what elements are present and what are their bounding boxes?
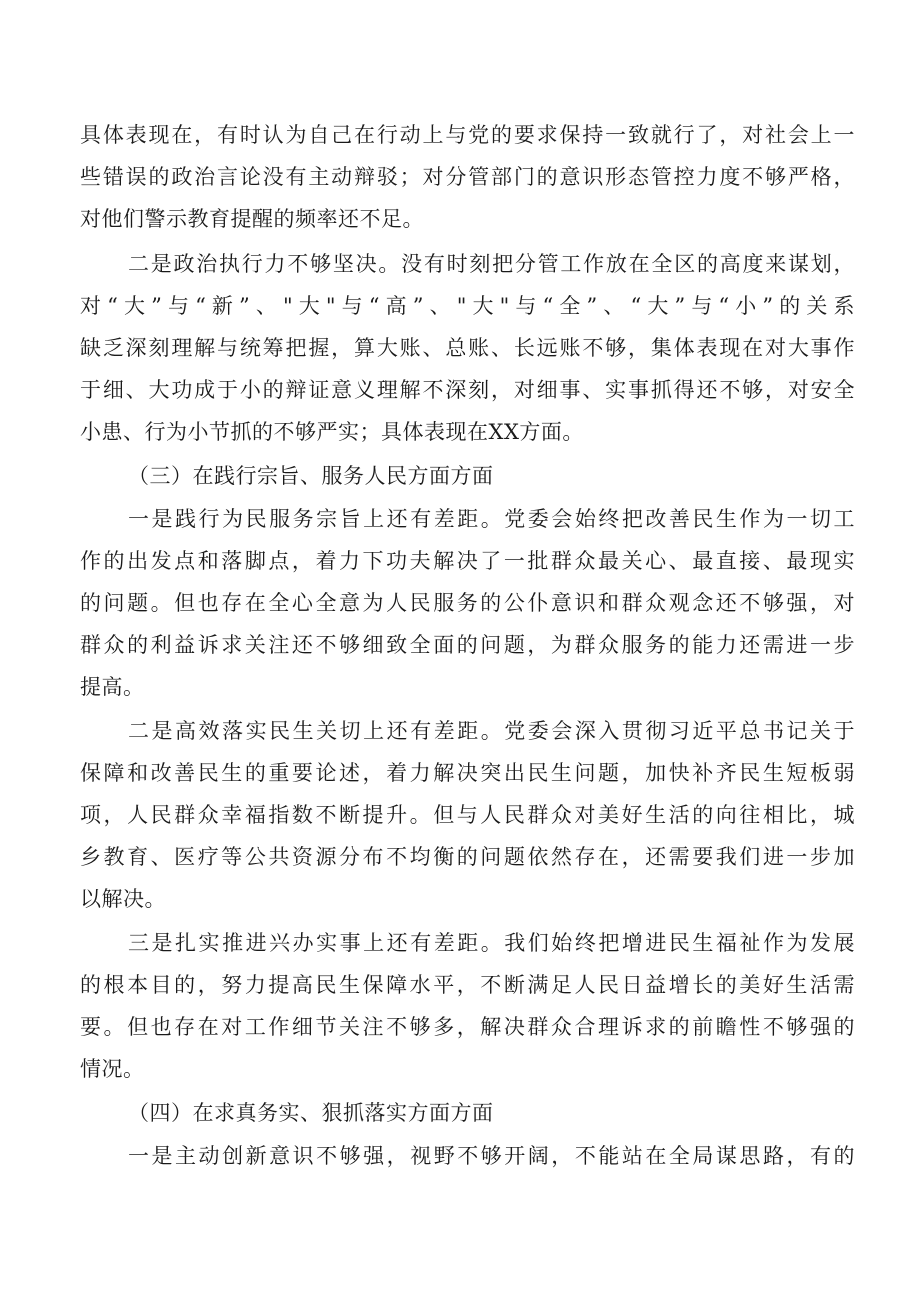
paragraph-line: 群众的利益诉求关注还不够细致全面的问题，为群众服务的能力还需进一步	[80, 633, 855, 657]
paragraph-line: 具体表现在，有时认为自己在行动上与党的要求保持一致就行了，对社会上一	[80, 123, 855, 147]
paragraph-line: 三是扎实推进兴办实事上还有差距。我们始终把增进民生福祉作为发展	[128, 931, 855, 955]
paragraph-line: 以解决。	[80, 887, 166, 911]
paragraph-line: 项，人民群众幸福指数不断提升。但与人民群众对美好生活的向往相比，城	[80, 803, 855, 827]
paragraph-line: 作的出发点和落脚点，着力下功夫解决了一批群众最关心、最直接、最现实	[80, 549, 855, 573]
paragraph-line: 提高。	[80, 675, 145, 699]
section-heading: （三）在践行宗旨、服务人民方面方面	[128, 464, 494, 488]
paragraph-line: 的根本目的，努力提高民生保障水平，不断满足人民日益增长的美好生活需	[80, 973, 855, 997]
paragraph-line: 些错误的政治言论没有主动辩驳；对分管部门的意识形态管控力度不够严格，	[80, 165, 855, 189]
paragraph-line: 对他们警示教育提醒的频率还不足。	[80, 207, 424, 231]
paragraph-line: 一是践行为民服务宗旨上还有差距。党委会始终把改善民生作为一切工	[128, 507, 855, 531]
paragraph-line: 情况。	[80, 1057, 145, 1081]
paragraph-line: 小患、行为小节抓的不够严实；具体表现在XX方面。	[80, 420, 584, 444]
paragraph-line: 缺乏深刻理解与统筹把握，算大账、总账、长远账不够，集体表现在对大事作	[80, 336, 855, 360]
paragraph-line: 保障和改善民生的重要论述，着力解决突出民生问题，加快补齐民生短板弱	[80, 761, 855, 785]
paragraph-line: 二是政治执行力不够坚决。没有时刻把分管工作放在全区的高度来谋划，	[128, 252, 855, 276]
section-heading: （四）在求真务实、狠抓落实方面方面	[128, 1101, 494, 1125]
paragraph-line: 一是主动创新意识不够强，视野不够开阔，不能站在全局谋思路，有的	[128, 1144, 855, 1168]
paragraph-line: 对“大”与“新”、"大"与“高”、"大"与“全”、“大”与“小”的关系	[80, 294, 855, 318]
paragraph-line: 要。但也存在对工作细节关注不够多，解决群众合理诉求的前瞻性不够强的	[80, 1015, 855, 1039]
paragraph-line: 二是高效落实民生关切上还有差距。党委会深入贯彻习近平总书记关于	[128, 719, 855, 743]
paragraph-line: 于细、大功成于小的辩证意义理解不深刻，对细事、实事抓得还不够，对安全	[80, 378, 855, 402]
paragraph-line: 乡教育、医疗等公共资源分布不均衡的问题依然存在，还需要我们进一步加	[80, 845, 855, 869]
paragraph-line: 的问题。但也存在全心全意为人民服务的公仆意识和群众观念还不够强，对	[80, 591, 855, 615]
